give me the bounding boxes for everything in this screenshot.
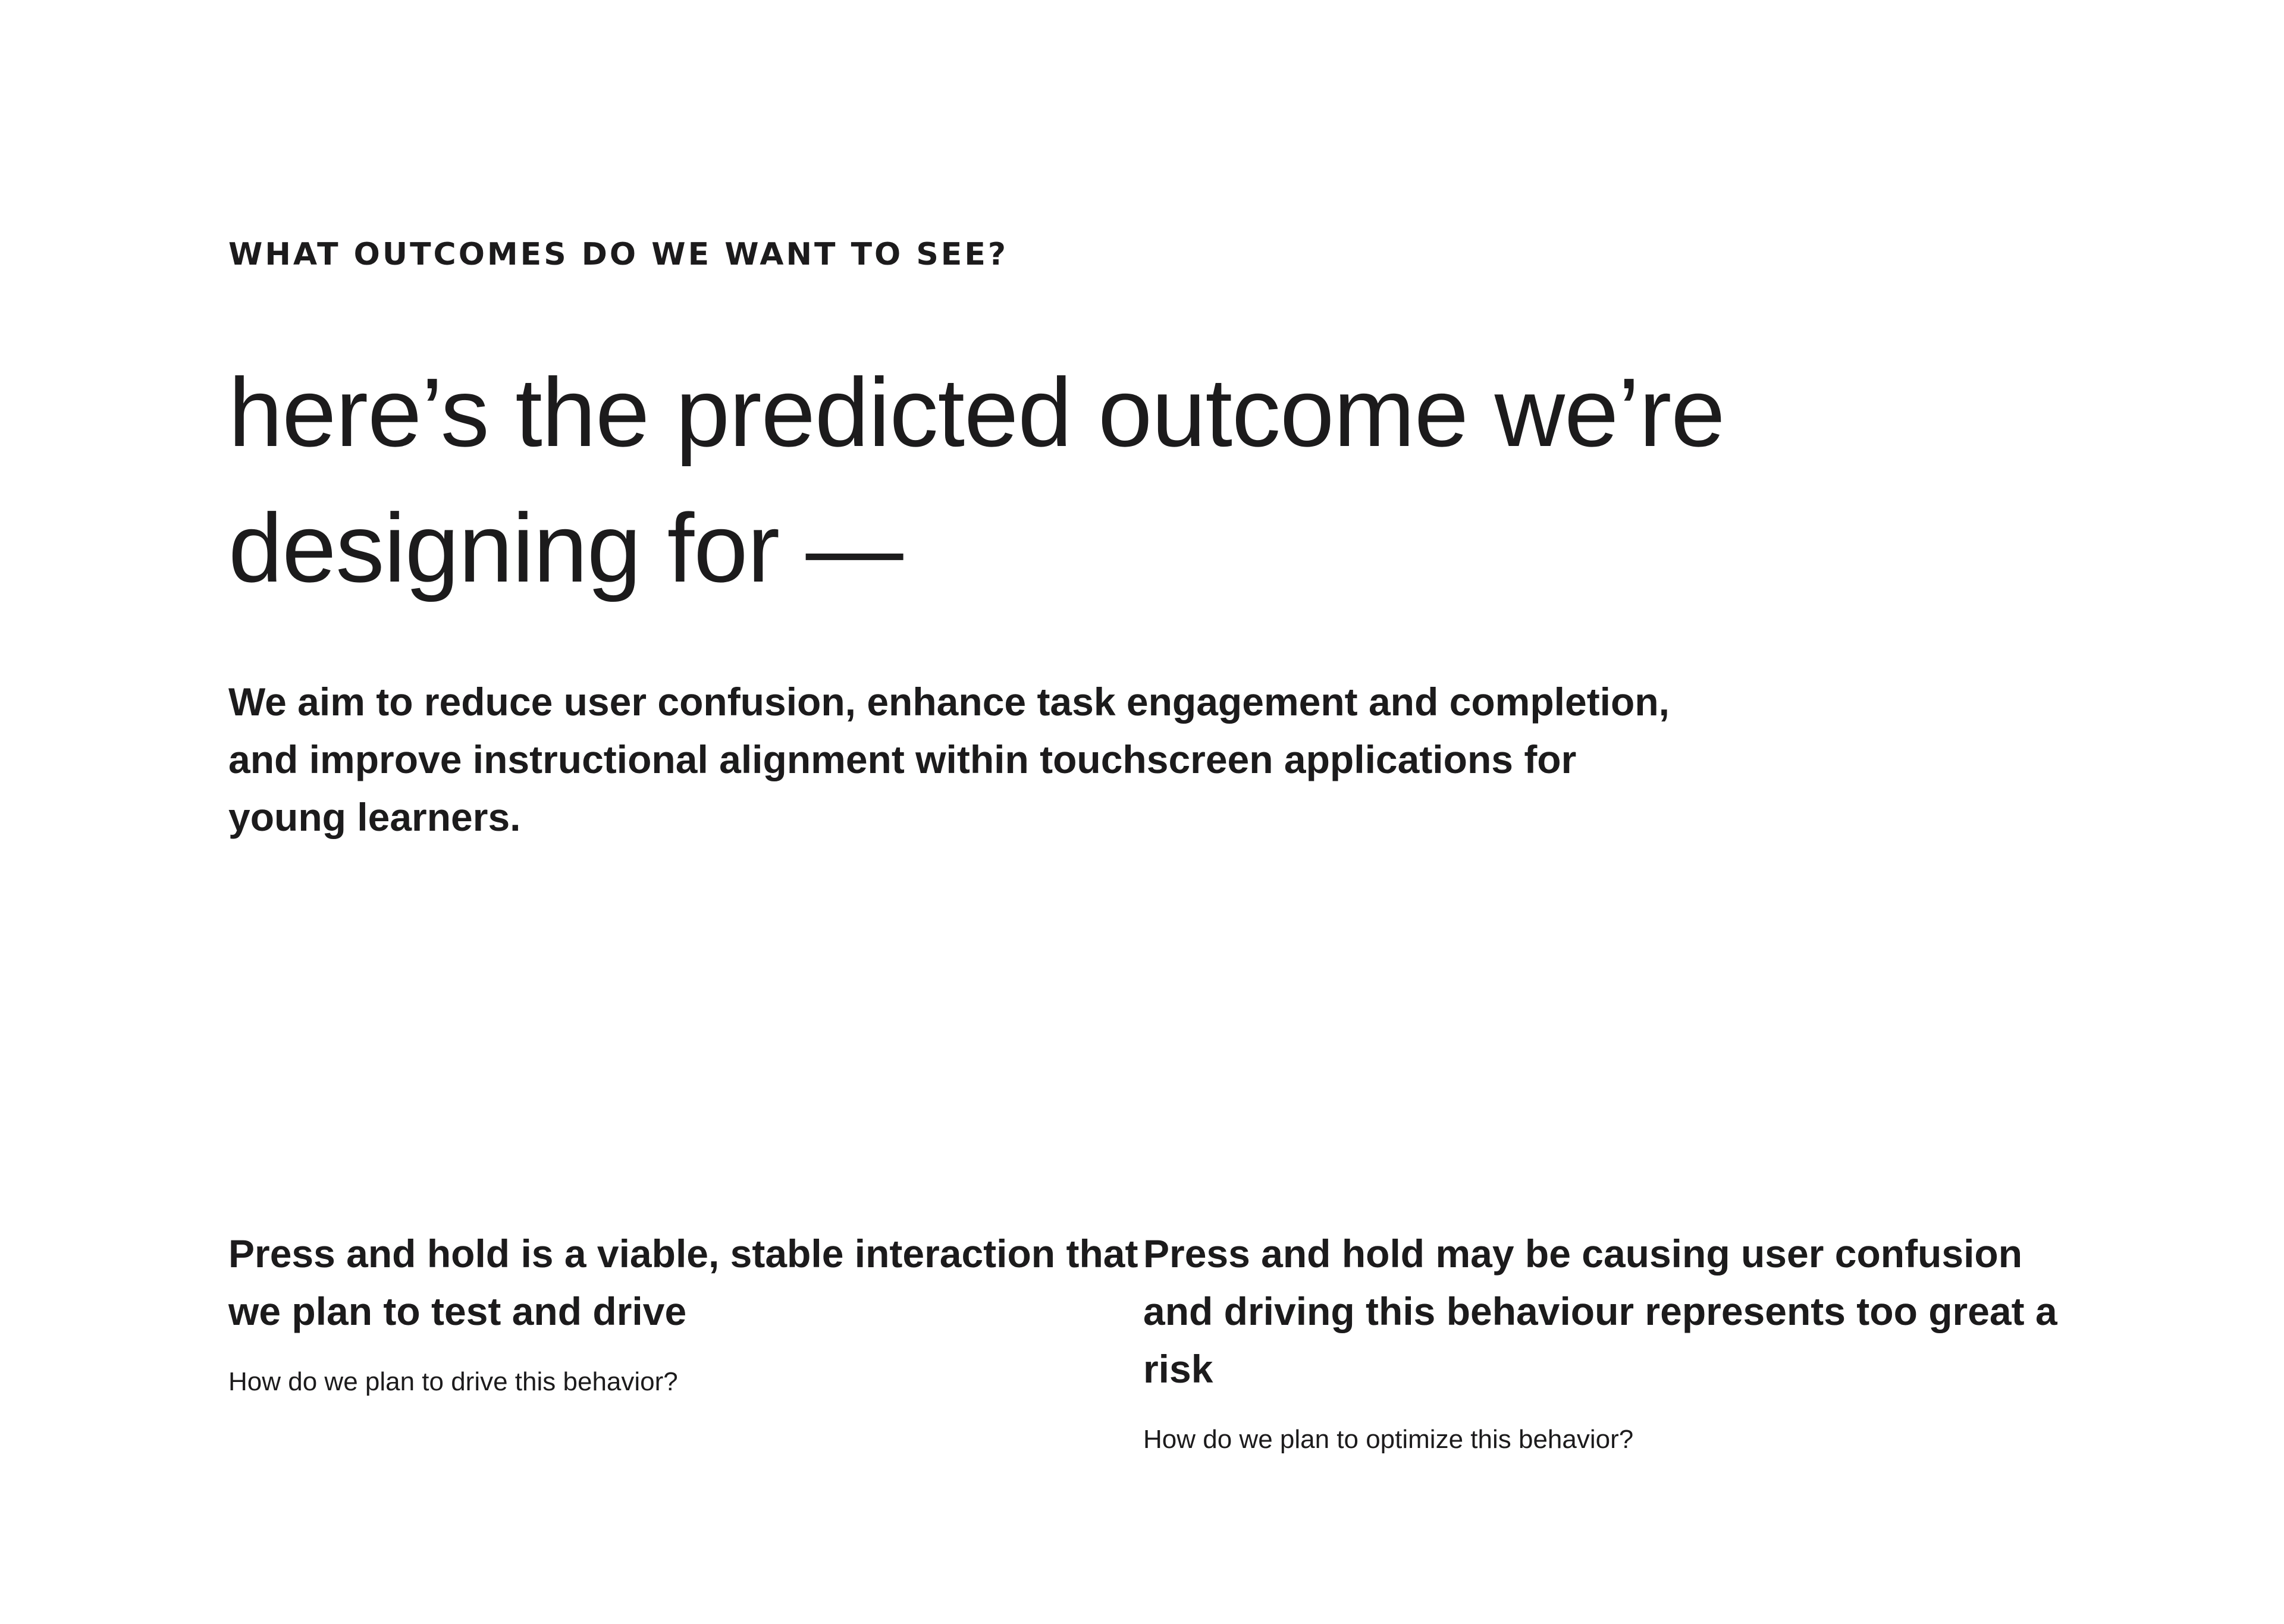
page-headline: here’s the predicted outcome we’re designing for — — [228, 358, 1725, 602]
outcome-title: Press and hold may be causing user confusion and driving this behaviour represents too great a risk — [1143, 1232, 2057, 1391]
outcome-question: How do we plan to drive this behavior? — [228, 1367, 678, 1396]
section-eyebrow: WHAT OUTCOMES DO WE WANT TO SEE? — [228, 237, 1008, 272]
outcome-card-drive — [228, 1225, 1156, 1400]
outcome-card-optimize — [1143, 1225, 2071, 1457]
outcome-title: Press and hold is a viable, stable interaction that we plan to test and drive — [228, 1232, 1138, 1333]
outcome-question: How do we plan to optimize this behavior? — [1143, 1425, 1634, 1454]
intro-paragraph: We aim to reduce user confusion, enhance task engagement and completion, and improve instructional alignment within touchscreen applications for young learners. — [228, 680, 1670, 839]
